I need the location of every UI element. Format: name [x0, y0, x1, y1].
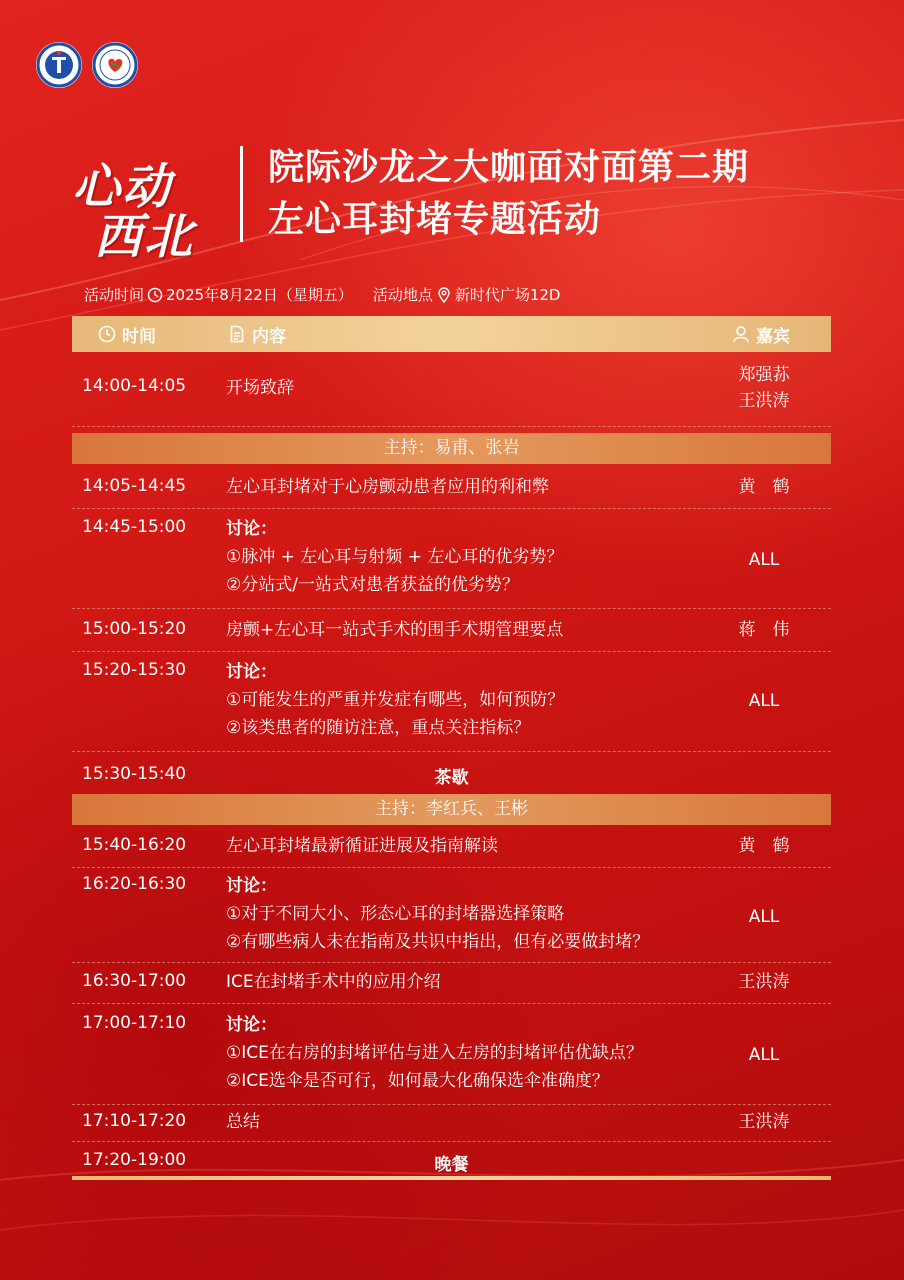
- table-row: [72, 464, 831, 509]
- row-guest: ALL: [748, 1045, 780, 1065]
- brand-line-1: 心动: [72, 159, 173, 215]
- table-row: [72, 509, 831, 609]
- place-label: 活动地点: [372, 286, 433, 304]
- row-time: 16:20-16:30: [82, 874, 187, 894]
- header-guest: 嘉宾: [732, 316, 790, 352]
- row-content: 左心耳封堵最新循证进展及指南解读: [226, 836, 498, 856]
- bottom-divider: [72, 1176, 831, 1180]
- document-icon: [228, 325, 246, 343]
- row-content: 讨论： ①脉冲 + 左心耳与射频 + 左心耳的优劣势？ ②分站式/一站式对患者获益的优劣势？: [226, 519, 564, 595]
- title-line-1: 院际沙龙之大咖面对面第二期: [268, 147, 750, 188]
- row-content: 讨论： ①对于不同大小、形态心耳的封堵器选择策略 ②有哪些病人未在指南及共识中指出，但有必要做封堵？: [226, 876, 650, 952]
- table-row: [72, 963, 831, 1004]
- row-time: 17:00-17:10: [82, 1013, 187, 1033]
- event-meta: [84, 284, 560, 305]
- time-value: 2025年8月22日（星期五）: [166, 286, 353, 304]
- row-time: 17:20-19:00: [82, 1150, 187, 1170]
- row-time: 16:30-17:00: [82, 971, 187, 991]
- row-guest: 郑强荪 王洪涛: [738, 365, 790, 411]
- hospital-logo-icon: [36, 42, 82, 88]
- row-time: 15:30-15:40: [82, 764, 187, 784]
- row-guest: ALL: [748, 550, 780, 570]
- brand-lettering: [72, 148, 232, 265]
- row-content: 左心耳封堵对于心房颤动患者应用的利和弊: [226, 477, 549, 497]
- host-bar: 主持：李红兵、王彬: [72, 794, 831, 825]
- header-content: 内容: [228, 316, 286, 352]
- row-time: 15:40-16:20: [82, 835, 187, 855]
- table-row: [72, 1004, 831, 1105]
- row-time: 14:05-14:45: [82, 476, 187, 496]
- row-guest: 王洪涛: [738, 972, 790, 992]
- table-row: [72, 652, 831, 752]
- row-time: 15:20-15:30: [82, 660, 187, 680]
- row-content: 讨论： ①ICE在右房的封堵评估与进入左房的封堵评估优缺点？ ②ICE选伞是否可行，如何最大化确保选伞准确度？: [226, 1015, 643, 1091]
- time-label: 活动时间: [84, 286, 145, 304]
- table-row: [72, 868, 831, 963]
- table-row: [72, 752, 831, 794]
- logo-group: [36, 42, 138, 88]
- clock-icon: [147, 287, 163, 303]
- row-content: ICE在封堵手术中的应用介绍: [226, 972, 441, 992]
- row-guest: 黄 鹤: [738, 477, 790, 497]
- row-time: 17:10-17:20: [82, 1111, 187, 1131]
- table-row: [72, 352, 831, 427]
- row-content: 总结: [226, 1112, 260, 1132]
- row-guest: 蒋 伟: [738, 620, 790, 640]
- row-guest: ALL: [748, 691, 780, 711]
- brand-line-2: 西北: [94, 209, 195, 265]
- person-icon: [732, 325, 750, 343]
- table-header: [72, 316, 831, 352]
- schedule-table: [72, 316, 831, 1178]
- host-bar: 主持：易甫、张岩: [72, 433, 831, 464]
- table-row: [72, 825, 831, 868]
- tea-break-label: 茶歇: [434, 768, 469, 788]
- row-time: 14:00-14:05: [82, 376, 187, 396]
- location-pin-icon: [436, 287, 452, 303]
- place-value: 新时代广场12D: [454, 286, 561, 304]
- dinner-label: 晚餐: [434, 1155, 469, 1175]
- row-content: 房颤+左心耳一站式手术的围手术期管理要点: [226, 620, 564, 640]
- row-time: 15:00-15:20: [82, 619, 187, 639]
- clock-icon: [98, 325, 116, 343]
- page-title: [268, 142, 749, 246]
- row-guest: 黄 鹤: [738, 836, 790, 856]
- table-row: [72, 609, 831, 652]
- row-time: 14:45-15:00: [82, 517, 187, 537]
- row-content: 讨论： ①可能发生的严重并发症有哪些，如何预防？ ②该类患者的随访注意，重点关注指标？: [226, 662, 565, 738]
- table-row: [72, 1142, 831, 1178]
- hospital-logo-icon: [92, 42, 138, 88]
- title-divider: [240, 146, 243, 242]
- row-content: 开场致辞: [226, 378, 294, 398]
- row-guest: 王洪涛: [738, 1112, 790, 1132]
- header-time: 时间: [98, 316, 156, 352]
- row-guest: ALL: [748, 907, 780, 927]
- table-row: [72, 1105, 831, 1142]
- title-line-2: 左心耳封堵专题活动: [268, 199, 602, 240]
